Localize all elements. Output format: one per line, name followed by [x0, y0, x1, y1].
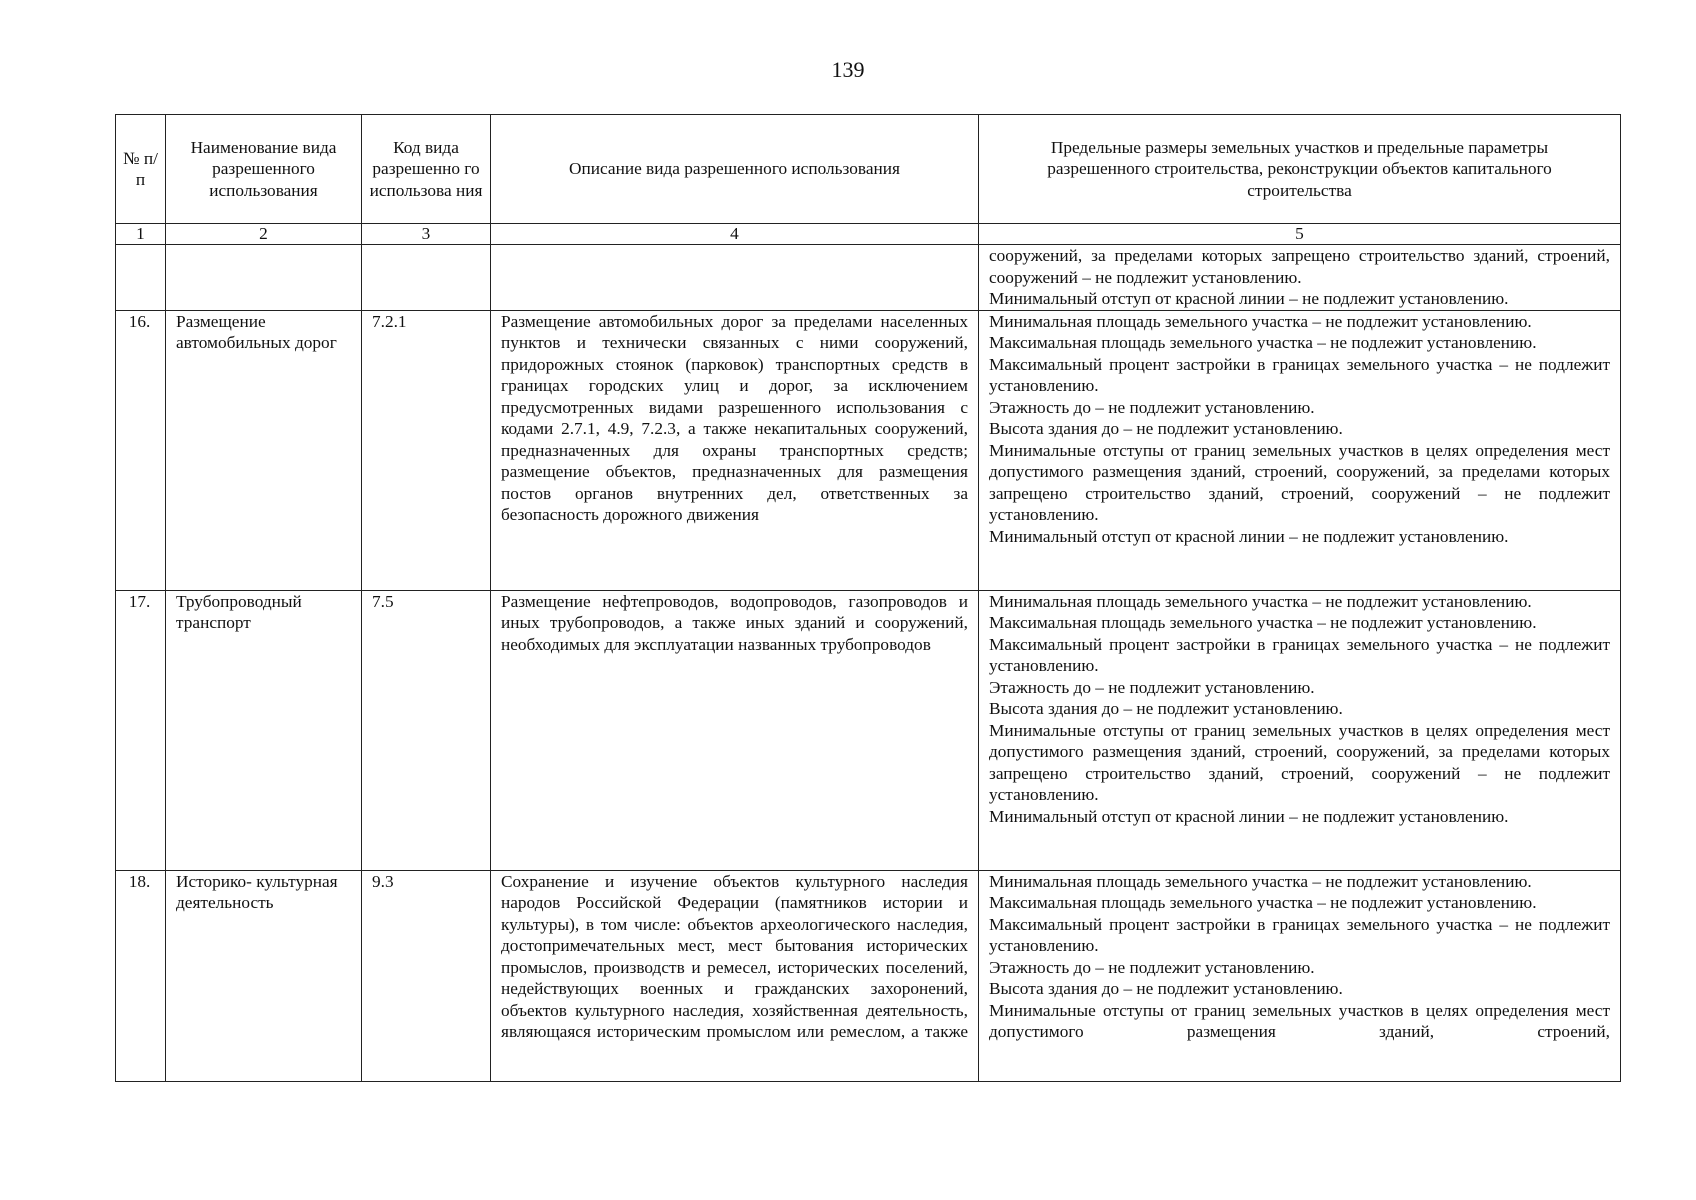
parameters-cell [979, 245, 1621, 311]
use-name: Трубопроводный транспорт [166, 590, 362, 870]
parameter-line: Минимальная площадь земельного участка – не подлежит установлению. [989, 871, 1532, 891]
parameter-line: сооружений, за пределами которых запрещено строительство зданий, строений, сооружений – не подлежит установлению. [989, 246, 1610, 287]
row-number: 16. [116, 310, 166, 590]
parameter-line: Максимальный процент застройки в границах земельного участка – не подлежит установлению. [989, 354, 1610, 395]
parameters-cell [979, 590, 1621, 870]
column-number-row [116, 224, 1621, 245]
table-cell [491, 245, 979, 311]
header-parameters: Предельные размеры земельных участков и предельные параметры разрешенного строительства, реконструкции объектов капитального строительства [979, 115, 1621, 224]
parameter-line: Этажность до – не подлежит установлению. [989, 957, 1315, 977]
page-number: 139 [831, 57, 865, 82]
use-code: 7.5 [362, 590, 491, 870]
table-cell [166, 245, 362, 311]
parameter-line: Этажность до – не подлежит установлению. [989, 677, 1315, 697]
parameter-line: Минимальный отступ от красной линии – не подлежит установлению. [989, 806, 1509, 826]
row-number: 17. [116, 590, 166, 870]
parameters-cell [979, 870, 1621, 1081]
continuation-row [116, 245, 1621, 311]
parameter-line: Максимальный процент застройки в границах земельного участка – не подлежит установлению. [989, 914, 1610, 955]
column-number: 5 [979, 224, 1621, 245]
table-row [116, 870, 1621, 1081]
header-code: Код вида разрешенно го использова ния [362, 115, 491, 224]
use-code: 9.3 [362, 870, 491, 1081]
parameter-line: Максимальная площадь земельного участка – не подлежит установлению. [989, 613, 1537, 632]
parameter-line: Минимальная площадь земельного участка – не подлежит установлению. [989, 311, 1532, 331]
use-name: Размещение автомобильных дорог [166, 310, 362, 590]
column-number: 2 [166, 224, 362, 245]
use-name: Историко- культурная деятельность [166, 870, 362, 1081]
parameter-line: Минимальные отступы от границ земельных участков в целях определения мест допустимого размещения зданий, строений, [989, 1000, 1610, 1041]
parameter-line: Высота здания до – не подлежит установлению. [989, 419, 1343, 438]
header-description: Описание вида разрешенного использования [491, 115, 979, 224]
parameters-cell [979, 310, 1621, 590]
table-cell [362, 245, 491, 311]
table-row [116, 590, 1621, 870]
table-row [116, 310, 1621, 590]
use-description: Сохранение и изучение объектов культурного наследия народов Российской Федерации (памятников истории и культуры), в том числе: объектов археологического наследия, достопримечательных мест, мест бытования исторических промыслов, производств и ремесел, исторических поселений, недействующих военных и гражданских захоронений, объектов культурного наследия, хозяйственная деятельность, являющаяся историческим промыслом или ремеслом, а также [501, 871, 968, 1041]
column-number: 3 [362, 224, 491, 245]
description-cell [491, 870, 979, 1081]
parameter-line: Минимальные отступы от границ земельных участков в целях определения мест допустимого размещения зданий, строений, сооружений, за пределами которых запрещено строительство зданий, строений, сооружений – не подлежит установлению. [989, 720, 1610, 804]
use-description: Размещение нефтепроводов, водопроводов, газопроводов и иных трубопроводов, а также иных зданий и сооружений, необходимых для эксплуатации названных трубопроводов [491, 590, 979, 870]
use-description: Размещение автомобильных дорог за пределами населенных пунктов и технически связанных с ними сооружений, придорожных стоянок (парковок) транспортных средств в границах городских улиц и дорог, за исключением предусмотренных видами разрешенного использования с кодами 2.7.1, 4.9, 7.2.3, а также некапитальных сооружений, предназначенных для охраны транспортных средств; размещение объектов, предназначенных для размещения постов органов внутренних дел, ответственных за безопасность дорожного движения [491, 310, 979, 590]
parameter-line: Максимальный процент застройки в границах земельного участка – не подлежит установлению. [989, 634, 1610, 675]
parameter-line: Минимальная площадь земельного участка – не подлежит установлению. [989, 591, 1532, 611]
parameter-line: Минимальные отступы от границ земельных участков в целях определения мест допустимого размещения зданий, строений, сооружений, за пределами которых запрещено строительство зданий, строений, сооружений – не подлежит установлению. [989, 440, 1610, 524]
header-number: № п/п [116, 115, 166, 224]
parameter-line: Минимальный отступ от красной линии – не подлежит установлению. [989, 526, 1509, 546]
column-number: 4 [491, 224, 979, 245]
parameter-line: Максимальная площадь земельного участка – не подлежит установлению. [989, 893, 1537, 912]
parameter-line: Высота здания до – не подлежит установлению. [989, 699, 1343, 718]
parameter-line: Максимальная площадь земельного участка – не подлежит установлению. [989, 333, 1537, 352]
table-cell [116, 245, 166, 311]
table-header-row [116, 115, 1621, 224]
parameter-line: Этажность до – не подлежит установлению. [989, 397, 1315, 417]
row-number: 18. [116, 870, 166, 1081]
land-use-table [115, 114, 1621, 1082]
parameter-line: Высота здания до – не подлежит установлению. [989, 979, 1343, 998]
column-number: 1 [116, 224, 166, 245]
parameter-line: Минимальный отступ от красной линии – не подлежит установлению. [989, 289, 1509, 308]
use-code: 7.2.1 [362, 310, 491, 590]
header-name: Наименование вида разрешенного использования [166, 115, 362, 224]
